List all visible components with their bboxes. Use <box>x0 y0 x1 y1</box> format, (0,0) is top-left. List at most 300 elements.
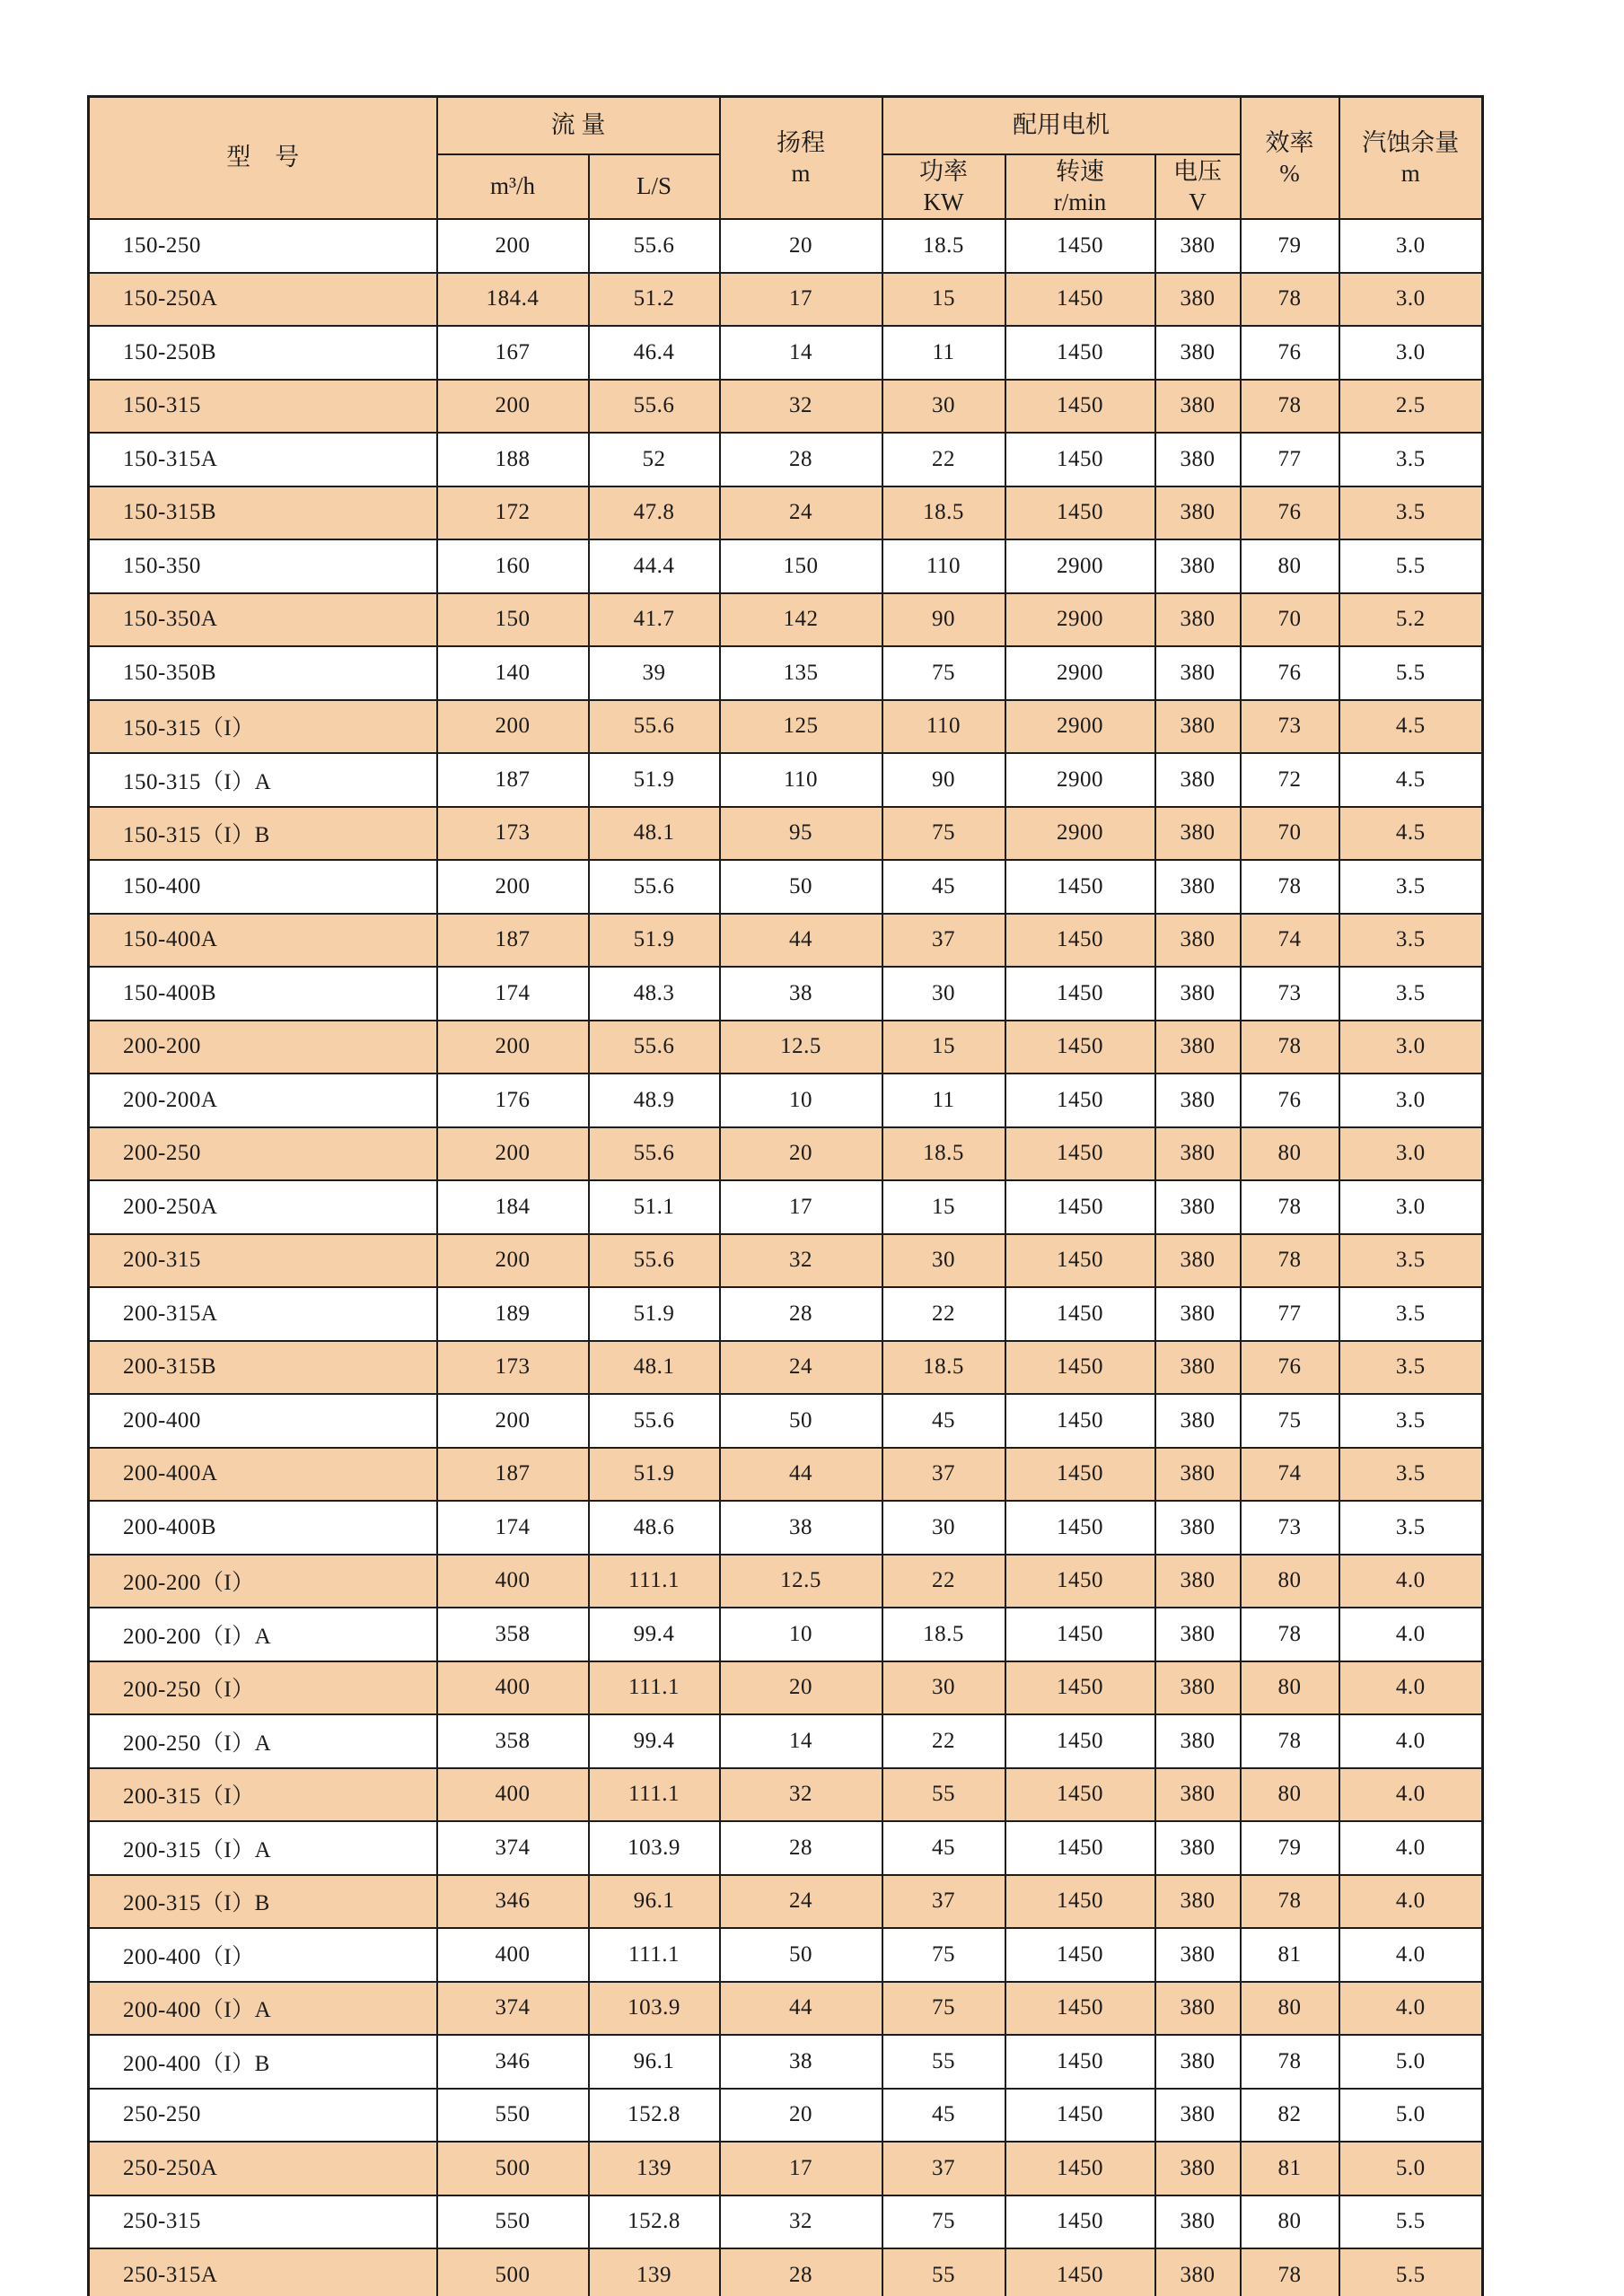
power-cell: 75 <box>882 1928 1005 1982</box>
table-row <box>89 593 1483 647</box>
power-cell: 22 <box>882 1714 1005 1768</box>
voltage-cell: 380 <box>1155 1982 1241 2036</box>
model-cell: 200-400（I）A <box>89 1982 437 2036</box>
power-cell: 30 <box>882 380 1005 434</box>
pump-spec-table <box>87 95 1484 2296</box>
head-cell: 50 <box>720 1928 882 1982</box>
npsh-cell: 3.5 <box>1339 860 1483 914</box>
voltage-cell: 380 <box>1155 1501 1241 1555</box>
flow-ls-cell: 139 <box>589 2248 720 2296</box>
voltage-cell: 380 <box>1155 1608 1241 1661</box>
model-cell: 200-400A <box>89 1448 437 1502</box>
head-cell: 110 <box>720 753 882 807</box>
flow-ls-cell: 48.6 <box>589 1501 720 1555</box>
flow-m3h-cell: 173 <box>437 1341 589 1395</box>
power-cell: 30 <box>882 1234 1005 1288</box>
model-cell: 150-400B <box>89 967 437 1021</box>
head-cell: 10 <box>720 1608 882 1661</box>
model-cell: 200-200（I）A <box>89 1608 437 1661</box>
voltage-cell: 380 <box>1155 1928 1241 1982</box>
voltage-cell: 380 <box>1155 860 1241 914</box>
head-cell: 17 <box>720 1180 882 1234</box>
table-row <box>89 486 1483 540</box>
npsh-cell: 5.5 <box>1339 539 1483 593</box>
flow-m3h-cell: 358 <box>437 1608 589 1661</box>
flow-ls-cell: 48.9 <box>589 1074 720 1127</box>
flow-m3h-cell: 188 <box>437 433 589 486</box>
voltage-cell: 380 <box>1155 539 1241 593</box>
npsh-cell: 3.0 <box>1339 1074 1483 1127</box>
flow-ls-cell: 51.1 <box>589 1180 720 1234</box>
table-row <box>89 1661 1483 1715</box>
head-cell: 17 <box>720 2142 882 2195</box>
power-cell: 75 <box>882 807 1005 861</box>
flow-m3h-cell: 150 <box>437 593 589 647</box>
voltage-cell: 380 <box>1155 700 1241 754</box>
efficiency-cell: 70 <box>1241 807 1339 861</box>
model-cell: 150-315（I）B <box>89 807 437 861</box>
header-flow: 流 量 <box>437 97 720 155</box>
flow-m3h-cell: 184.4 <box>437 273 589 327</box>
power-cell: 37 <box>882 1448 1005 1502</box>
flow-ls-cell: 111.1 <box>589 1768 720 1822</box>
table-row <box>89 2195 1483 2249</box>
npsh-cell: 4.0 <box>1339 1928 1483 1982</box>
flow-m3h-cell: 187 <box>437 753 589 807</box>
model-cell: 150-250 <box>89 219 437 273</box>
model-cell: 150-250A <box>89 273 437 327</box>
flow-ls-cell: 96.1 <box>589 1875 720 1929</box>
table-header <box>89 97 1483 220</box>
voltage-cell: 380 <box>1155 646 1241 700</box>
voltage-cell: 380 <box>1155 1821 1241 1875</box>
head-cell: 24 <box>720 1875 882 1929</box>
voltage-cell: 380 <box>1155 1180 1241 1234</box>
model-cell: 250-250 <box>89 2089 437 2143</box>
head-cell: 150 <box>720 539 882 593</box>
speed-cell: 1450 <box>1005 1394 1155 1448</box>
table-row <box>89 646 1483 700</box>
flow-ls-cell: 99.4 <box>589 1608 720 1661</box>
flow-m3h-cell: 550 <box>437 2195 589 2249</box>
head-cell: 32 <box>720 1234 882 1288</box>
power-cell: 45 <box>882 1821 1005 1875</box>
efficiency-cell: 78 <box>1241 273 1339 327</box>
speed-cell: 1450 <box>1005 219 1155 273</box>
speed-cell: 1450 <box>1005 486 1155 540</box>
speed-cell: 1450 <box>1005 1608 1155 1661</box>
model-cell: 200-400 <box>89 1394 437 1448</box>
head-cell: 95 <box>720 807 882 861</box>
flow-ls-cell: 47.8 <box>589 486 720 540</box>
npsh-cell: 4.5 <box>1339 700 1483 754</box>
npsh-cell: 2.5 <box>1339 380 1483 434</box>
head-cell: 24 <box>720 486 882 540</box>
header-power <box>882 154 1005 219</box>
speed-cell: 2900 <box>1005 807 1155 861</box>
flow-ls-cell: 99.4 <box>589 1714 720 1768</box>
flow-m3h-cell: 346 <box>437 2035 589 2089</box>
head-cell: 24 <box>720 1341 882 1395</box>
model-cell: 200-250（I）A <box>89 1714 437 1768</box>
efficiency-cell: 78 <box>1241 1714 1339 1768</box>
flow-ls-cell: 111.1 <box>589 1661 720 1715</box>
voltage-cell: 380 <box>1155 219 1241 273</box>
table-row <box>89 380 1483 434</box>
header-npsh-unit: m <box>1400 160 1420 187</box>
model-cell: 150-400 <box>89 860 437 914</box>
head-cell: 142 <box>720 593 882 647</box>
flow-m3h-cell: 174 <box>437 967 589 1021</box>
voltage-cell: 380 <box>1155 1394 1241 1448</box>
header-power-label: 功率 <box>919 158 968 185</box>
header-speed <box>1005 154 1155 219</box>
efficiency-cell: 80 <box>1241 1768 1339 1822</box>
npsh-cell: 4.0 <box>1339 1875 1483 1929</box>
model-cell: 250-315 <box>89 2195 437 2249</box>
head-cell: 32 <box>720 380 882 434</box>
efficiency-cell: 80 <box>1241 1661 1339 1715</box>
power-cell: 30 <box>882 1501 1005 1555</box>
voltage-cell: 380 <box>1155 1768 1241 1822</box>
flow-m3h-cell: 400 <box>437 1661 589 1715</box>
head-cell: 28 <box>720 2248 882 2296</box>
power-cell: 11 <box>882 326 1005 380</box>
efficiency-cell: 80 <box>1241 539 1339 593</box>
efficiency-cell: 80 <box>1241 1127 1339 1181</box>
flow-ls-cell: 51.9 <box>589 1287 720 1341</box>
header-flow-ls: L/S <box>589 154 720 219</box>
power-cell: 18.5 <box>882 1127 1005 1181</box>
flow-ls-cell: 55.6 <box>589 1234 720 1288</box>
speed-cell: 1450 <box>1005 326 1155 380</box>
flow-ls-cell: 48.1 <box>589 807 720 861</box>
npsh-cell: 3.0 <box>1339 273 1483 327</box>
header-head-unit: m <box>791 160 811 187</box>
npsh-cell: 4.0 <box>1339 1982 1483 2036</box>
power-cell: 18.5 <box>882 486 1005 540</box>
power-cell: 75 <box>882 1982 1005 2036</box>
speed-cell: 1450 <box>1005 967 1155 1021</box>
flow-m3h-cell: 200 <box>437 860 589 914</box>
head-cell: 14 <box>720 326 882 380</box>
table-row <box>89 2248 1483 2296</box>
flow-m3h-cell: 500 <box>437 2248 589 2296</box>
flow-ls-cell: 55.6 <box>589 219 720 273</box>
efficiency-cell: 78 <box>1241 2248 1339 2296</box>
flow-m3h-cell: 173 <box>437 807 589 861</box>
npsh-cell: 5.2 <box>1339 593 1483 647</box>
power-cell: 90 <box>882 593 1005 647</box>
head-cell: 32 <box>720 2195 882 2249</box>
npsh-cell: 3.5 <box>1339 1501 1483 1555</box>
table-row <box>89 1074 1483 1127</box>
efficiency-cell: 80 <box>1241 2195 1339 2249</box>
speed-cell: 1450 <box>1005 1821 1155 1875</box>
header-motor: 配用电机 <box>882 97 1241 155</box>
header-voltage-label: 电压 <box>1173 158 1223 185</box>
efficiency-cell: 73 <box>1241 700 1339 754</box>
power-cell: 37 <box>882 1875 1005 1929</box>
header-head <box>720 97 882 220</box>
head-cell: 10 <box>720 1074 882 1127</box>
voltage-cell: 380 <box>1155 486 1241 540</box>
flow-ls-cell: 55.6 <box>589 380 720 434</box>
flow-m3h-cell: 200 <box>437 380 589 434</box>
voltage-cell: 380 <box>1155 1341 1241 1395</box>
table-row <box>89 1127 1483 1181</box>
flow-m3h-cell: 200 <box>437 700 589 754</box>
table-row <box>89 1341 1483 1395</box>
npsh-cell: 4.5 <box>1339 753 1483 807</box>
efficiency-cell: 72 <box>1241 753 1339 807</box>
efficiency-cell: 76 <box>1241 326 1339 380</box>
npsh-cell: 3.0 <box>1339 1180 1483 1234</box>
model-cell: 150-400A <box>89 914 437 968</box>
model-cell: 200-250（I） <box>89 1661 437 1715</box>
efficiency-cell: 73 <box>1241 967 1339 1021</box>
head-cell: 28 <box>720 433 882 486</box>
efficiency-cell: 78 <box>1241 2035 1339 2089</box>
table-row <box>89 2089 1483 2143</box>
power-cell: 110 <box>882 539 1005 593</box>
model-cell: 150-350 <box>89 539 437 593</box>
head-cell: 135 <box>720 646 882 700</box>
speed-cell: 1450 <box>1005 1448 1155 1502</box>
power-cell: 11 <box>882 1074 1005 1127</box>
flow-m3h-cell: 189 <box>437 1287 589 1341</box>
flow-m3h-cell: 400 <box>437 1768 589 1822</box>
head-cell: 20 <box>720 1127 882 1181</box>
table-row <box>89 1448 1483 1502</box>
flow-ls-cell: 96.1 <box>589 2035 720 2089</box>
flow-ls-cell: 51.9 <box>589 1448 720 1502</box>
model-cell: 200-200 <box>89 1021 437 1074</box>
table-row <box>89 539 1483 593</box>
flow-ls-cell: 55.6 <box>589 700 720 754</box>
head-cell: 32 <box>720 1768 882 1822</box>
flow-m3h-cell: 400 <box>437 1555 589 1608</box>
table-row <box>89 967 1483 1021</box>
speed-cell: 1450 <box>1005 1234 1155 1288</box>
speed-cell: 2900 <box>1005 593 1155 647</box>
table-row <box>89 1555 1483 1608</box>
speed-cell: 1450 <box>1005 1021 1155 1074</box>
header-model: 型 号 <box>89 97 437 220</box>
table-row <box>89 2035 1483 2089</box>
npsh-cell: 3.5 <box>1339 1234 1483 1288</box>
voltage-cell: 380 <box>1155 273 1241 327</box>
npsh-cell: 3.5 <box>1339 967 1483 1021</box>
efficiency-cell: 79 <box>1241 1821 1339 1875</box>
power-cell: 15 <box>882 1180 1005 1234</box>
head-cell: 38 <box>720 967 882 1021</box>
table-row <box>89 753 1483 807</box>
npsh-cell: 5.5 <box>1339 646 1483 700</box>
model-cell: 200-400B <box>89 1501 437 1555</box>
npsh-cell: 4.5 <box>1339 807 1483 861</box>
flow-m3h-cell: 500 <box>437 2142 589 2195</box>
voltage-cell: 380 <box>1155 1555 1241 1608</box>
model-cell: 250-250A <box>89 2142 437 2195</box>
npsh-cell: 4.0 <box>1339 1661 1483 1715</box>
header-npsh <box>1339 97 1483 220</box>
model-cell: 150-315B <box>89 486 437 540</box>
efficiency-cell: 78 <box>1241 860 1339 914</box>
header-voltage <box>1155 154 1241 219</box>
efficiency-cell: 80 <box>1241 1982 1339 2036</box>
npsh-cell: 4.0 <box>1339 1768 1483 1822</box>
voltage-cell: 380 <box>1155 914 1241 968</box>
power-cell: 45 <box>882 2089 1005 2143</box>
head-cell: 50 <box>720 860 882 914</box>
speed-cell: 2900 <box>1005 700 1155 754</box>
flow-ls-cell: 111.1 <box>589 1928 720 1982</box>
flow-m3h-cell: 187 <box>437 914 589 968</box>
efficiency-cell: 78 <box>1241 1234 1339 1288</box>
efficiency-cell: 76 <box>1241 646 1339 700</box>
efficiency-cell: 78 <box>1241 1180 1339 1234</box>
power-cell: 37 <box>882 914 1005 968</box>
npsh-cell: 3.0 <box>1339 1021 1483 1074</box>
power-cell: 18.5 <box>882 1341 1005 1395</box>
table-row <box>89 1180 1483 1234</box>
model-cell: 200-200A <box>89 1074 437 1127</box>
flow-ls-cell: 103.9 <box>589 1982 720 2036</box>
efficiency-cell: 78 <box>1241 380 1339 434</box>
model-cell: 150-315（I）A <box>89 753 437 807</box>
npsh-cell: 4.0 <box>1339 1555 1483 1608</box>
flow-ls-cell: 41.7 <box>589 593 720 647</box>
voltage-cell: 380 <box>1155 1074 1241 1127</box>
header-efficiency <box>1241 97 1339 220</box>
efficiency-cell: 81 <box>1241 2142 1339 2195</box>
flow-m3h-cell: 167 <box>437 326 589 380</box>
speed-cell: 1450 <box>1005 860 1155 914</box>
efficiency-cell: 78 <box>1241 1875 1339 1929</box>
flow-ls-cell: 152.8 <box>589 2195 720 2249</box>
table-row <box>89 326 1483 380</box>
flow-m3h-cell: 187 <box>437 1448 589 1502</box>
power-cell: 55 <box>882 2248 1005 2296</box>
npsh-cell: 3.0 <box>1339 326 1483 380</box>
head-cell: 20 <box>720 2089 882 2143</box>
table-row <box>89 2142 1483 2195</box>
speed-cell: 1450 <box>1005 1982 1155 2036</box>
head-cell: 125 <box>720 700 882 754</box>
power-cell: 15 <box>882 273 1005 327</box>
power-cell: 55 <box>882 2035 1005 2089</box>
head-cell: 28 <box>720 1821 882 1875</box>
npsh-cell: 5.5 <box>1339 2248 1483 2296</box>
npsh-cell: 4.0 <box>1339 1821 1483 1875</box>
speed-cell: 1450 <box>1005 1180 1155 1234</box>
speed-cell: 1450 <box>1005 1928 1155 1982</box>
efficiency-cell: 76 <box>1241 486 1339 540</box>
flow-ls-cell: 55.6 <box>589 1394 720 1448</box>
model-cell: 200-400（I） <box>89 1928 437 1982</box>
efficiency-cell: 77 <box>1241 433 1339 486</box>
power-cell: 110 <box>882 700 1005 754</box>
power-cell: 45 <box>882 1394 1005 1448</box>
head-cell: 38 <box>720 2035 882 2089</box>
speed-cell: 2900 <box>1005 539 1155 593</box>
table-row <box>89 1982 1483 2036</box>
flow-ls-cell: 55.6 <box>589 1021 720 1074</box>
speed-cell: 1450 <box>1005 1501 1155 1555</box>
voltage-cell: 380 <box>1155 1287 1241 1341</box>
voltage-cell: 380 <box>1155 1021 1241 1074</box>
flow-ls-cell: 111.1 <box>589 1555 720 1608</box>
head-cell: 14 <box>720 1714 882 1768</box>
power-cell: 30 <box>882 967 1005 1021</box>
flow-ls-cell: 48.3 <box>589 967 720 1021</box>
npsh-cell: 4.0 <box>1339 1608 1483 1661</box>
efficiency-cell: 76 <box>1241 1341 1339 1395</box>
table-row <box>89 1875 1483 1929</box>
head-cell: 12.5 <box>720 1555 882 1608</box>
table-row <box>89 700 1483 754</box>
efficiency-cell: 76 <box>1241 1074 1339 1127</box>
speed-cell: 2900 <box>1005 646 1155 700</box>
npsh-cell: 3.5 <box>1339 914 1483 968</box>
model-cell: 200-315B <box>89 1341 437 1395</box>
voltage-cell: 380 <box>1155 1448 1241 1502</box>
head-cell: 12.5 <box>720 1021 882 1074</box>
flow-ls-cell: 51.9 <box>589 753 720 807</box>
efficiency-cell: 73 <box>1241 1501 1339 1555</box>
speed-cell: 1450 <box>1005 273 1155 327</box>
model-cell: 200-250A <box>89 1180 437 1234</box>
flow-m3h-cell: 160 <box>437 539 589 593</box>
model-cell: 150-315 <box>89 380 437 434</box>
table-row <box>89 1021 1483 1074</box>
table-row <box>89 433 1483 486</box>
head-cell: 28 <box>720 1287 882 1341</box>
npsh-cell: 3.5 <box>1339 1448 1483 1502</box>
model-cell: 200-200（I） <box>89 1555 437 1608</box>
power-cell: 30 <box>882 1661 1005 1715</box>
table-row <box>89 219 1483 273</box>
npsh-cell: 5.0 <box>1339 2142 1483 2195</box>
speed-cell: 1450 <box>1005 380 1155 434</box>
flow-ls-cell: 46.4 <box>589 326 720 380</box>
speed-cell: 1450 <box>1005 1555 1155 1608</box>
speed-cell: 1450 <box>1005 914 1155 968</box>
npsh-cell: 5.0 <box>1339 2035 1483 2089</box>
voltage-cell: 380 <box>1155 326 1241 380</box>
header-efficiency-label: 效率 <box>1265 129 1314 156</box>
voltage-cell: 380 <box>1155 2195 1241 2249</box>
table-row <box>89 1287 1483 1341</box>
power-cell: 15 <box>882 1021 1005 1074</box>
flow-m3h-cell: 200 <box>437 219 589 273</box>
head-cell: 20 <box>720 1661 882 1715</box>
flow-m3h-cell: 358 <box>437 1714 589 1768</box>
table-row <box>89 1501 1483 1555</box>
table-row <box>89 1768 1483 1822</box>
efficiency-cell: 79 <box>1241 219 1339 273</box>
header-speed-label: 转速 <box>1056 158 1104 185</box>
voltage-cell: 380 <box>1155 753 1241 807</box>
npsh-cell: 3.5 <box>1339 1341 1483 1395</box>
npsh-cell: 3.0 <box>1339 219 1483 273</box>
header-npsh-label: 汽蚀余量 <box>1362 129 1460 156</box>
flow-m3h-cell: 200 <box>437 1127 589 1181</box>
speed-cell: 2900 <box>1005 753 1155 807</box>
table-row <box>89 914 1483 968</box>
power-cell: 22 <box>882 1287 1005 1341</box>
